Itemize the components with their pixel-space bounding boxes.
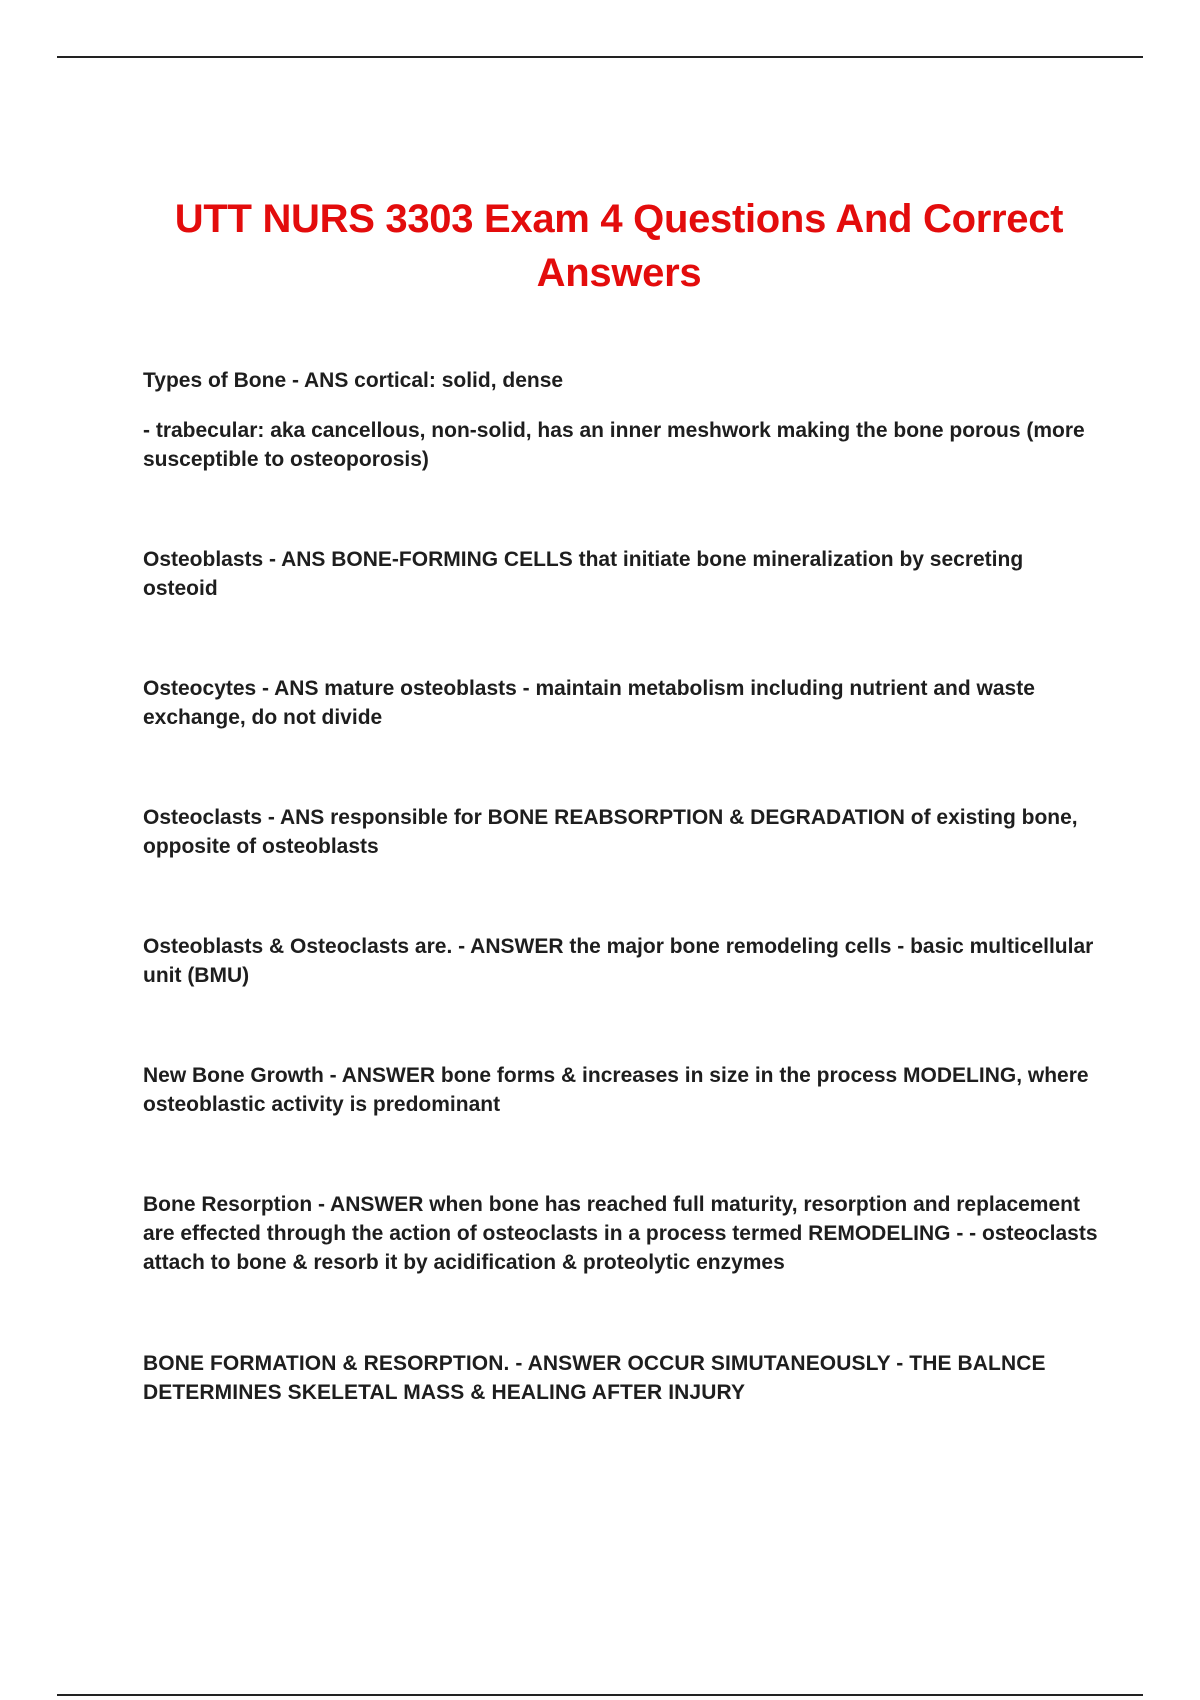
entry-osteocytes: Osteocytes - ANS mature osteoblasts - maintain metabolism including nutrient and waste exchange, do not divide <box>143 677 1035 729</box>
top-rule <box>57 56 1143 58</box>
entry-new-bone-growth: New Bone Growth - ANSWER bone forms & increases in size in the process MODELING, where osteoblastic activity is predominant <box>143 1064 1089 1116</box>
entry-osteoblasts: Osteoblasts - ANS BONE-FORMING CELLS that initiate bone mineralization by secreting osteoid <box>143 548 1024 600</box>
entry-bone-formation-resorption: BONE FORMATION & RESORPTION. - ANSWER OCCUR SIMUTANEOUSLY - THE BALNCE DETERMINES SKELETAL MASS & HEALING AFTER INJURY <box>143 1352 1046 1404</box>
entry-types-of-bone: Types of Bone - ANS cortical: solid, dense <box>143 369 564 392</box>
document-title: UTT NURS 3303 Exam 4 Questions And Correct Answers <box>174 197 1064 295</box>
entry-bone-resorption: Bone Resorption - ANSWER when bone has reached full maturity, resorption and replacement are effected through the action of osteoclasts in a process termed REMODELING - - osteoclasts attach to bone & resorb it by acidification & proteolytic enzymes <box>143 1193 1098 1274</box>
document-body <box>143 366 1103 1407</box>
bottom-rule <box>57 1694 1143 1696</box>
entry-osteoblasts-osteoclasts: Osteoblasts & Osteoclasts are. - ANSWER the major bone remodeling cells - basic multicellular unit (BMU) <box>143 935 1094 987</box>
entry-types-of-bone-continued: - trabecular: aka cancellous, non-solid, has an inner meshwork making the bone porous (more susceptible to osteoporosis) <box>143 419 1085 471</box>
entry-osteoclasts: Osteoclasts - ANS responsible for BONE REABSORPTION & DEGRADATION of existing bone, opposite of osteoblasts <box>143 806 1078 858</box>
